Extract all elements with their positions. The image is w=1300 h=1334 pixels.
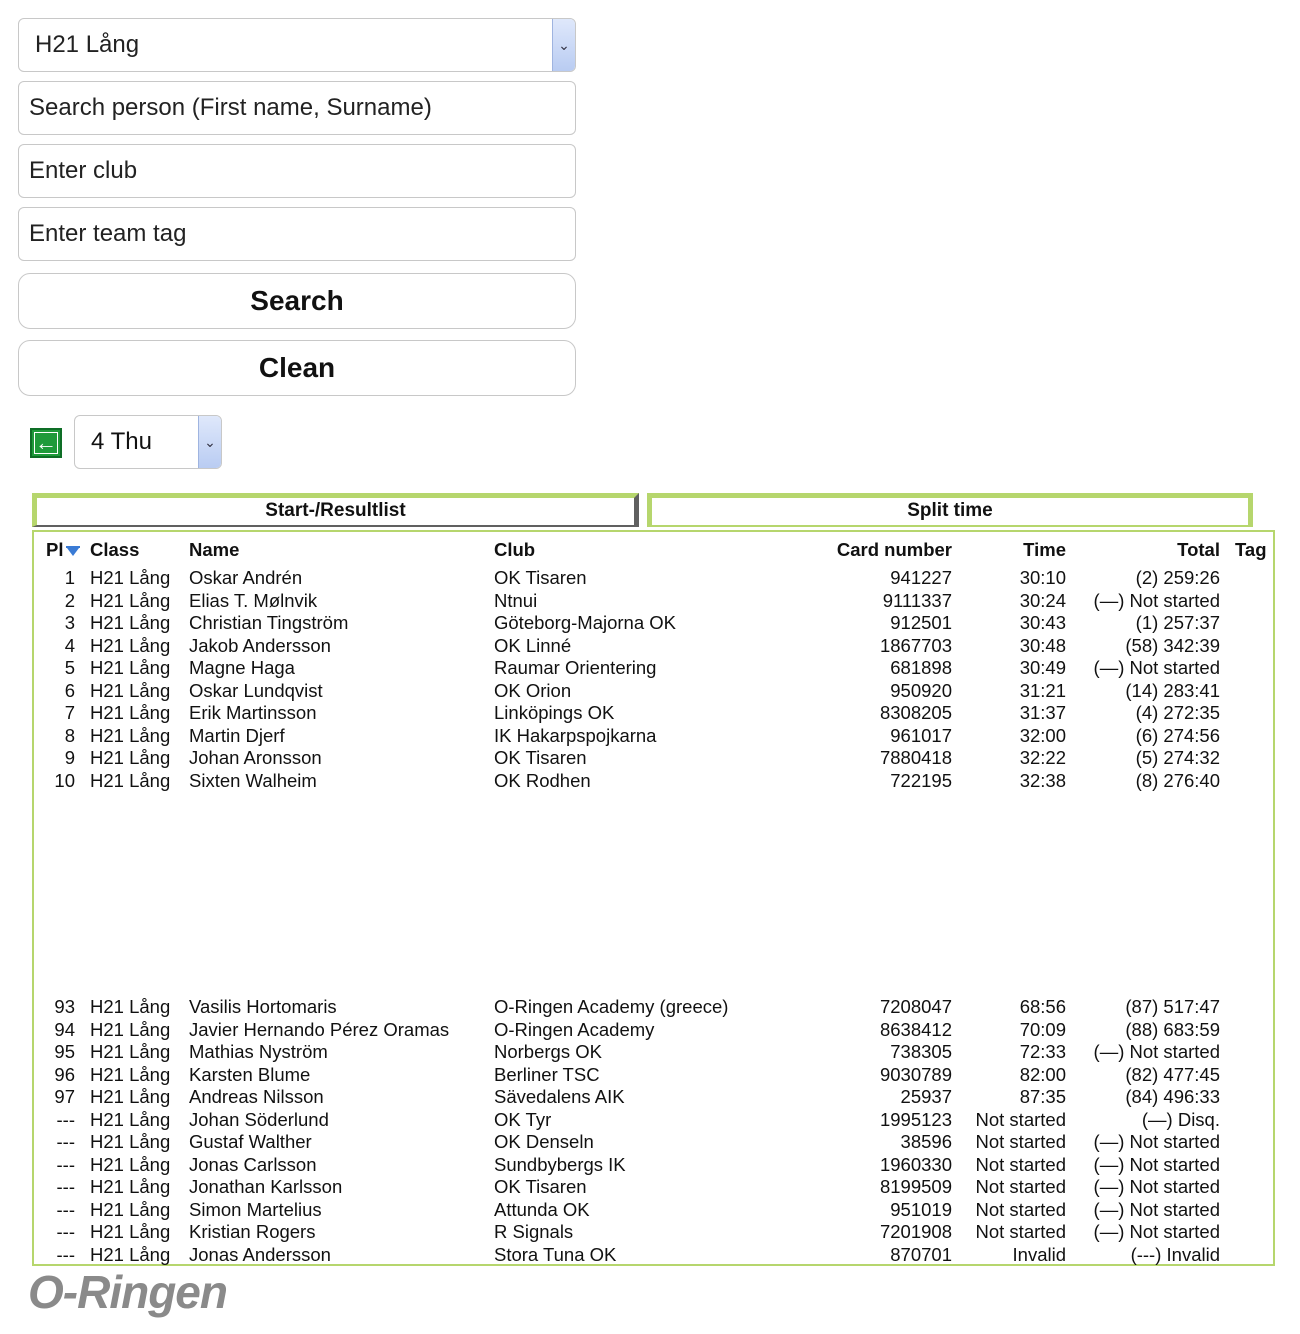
class-select[interactable] bbox=[18, 18, 576, 72]
cell-time: 30:24 bbox=[1019, 589, 1066, 611]
back-arrow-icon[interactable]: ← bbox=[30, 428, 62, 458]
cell-time: 82:00 bbox=[1019, 1063, 1066, 1085]
cell-class: H21 Lång bbox=[90, 1086, 171, 1107]
column-header-total[interactable]: Total bbox=[1177, 539, 1220, 560]
cell-place: 4 bbox=[64, 634, 75, 656]
cell-time: 30:49 bbox=[1019, 657, 1066, 678]
cell-class: H21 Lång bbox=[90, 1063, 171, 1085]
cell-card-number: 951019 bbox=[890, 1198, 952, 1220]
column-header-club[interactable]: Club bbox=[494, 539, 536, 560]
cell-card-number: 8308205 bbox=[879, 702, 952, 723]
cell-total: (—) Not started bbox=[1093, 589, 1220, 611]
cell-name: Sixten Walheim bbox=[189, 769, 317, 791]
cell-class: H21 Lång bbox=[90, 567, 171, 588]
cell-card-number: 7880418 bbox=[879, 747, 952, 768]
cell-class: H21 Lång bbox=[90, 1041, 171, 1062]
cell-place: --- bbox=[56, 1131, 75, 1152]
cell-name: Vasilis Hortomaris bbox=[189, 996, 337, 1017]
cell-time: 31:21 bbox=[1019, 679, 1066, 701]
search-person-input[interactable] bbox=[18, 81, 576, 135]
cell-time: 30:43 bbox=[1019, 612, 1066, 633]
cell-club: O-Ringen Academy bbox=[494, 1018, 655, 1040]
cell-card-number: 38596 bbox=[900, 1131, 952, 1152]
cell-club: Sävedalens AIK bbox=[494, 1086, 625, 1107]
cell-name: Erik Martinsson bbox=[189, 702, 317, 723]
cell-class: H21 Lång bbox=[90, 702, 171, 723]
cell-club: OK Denseln bbox=[494, 1131, 594, 1152]
cell-total: (87) 517:47 bbox=[1125, 996, 1220, 1017]
class-select-value: H21 Lång bbox=[35, 31, 140, 58]
column-header-name[interactable]: Name bbox=[189, 539, 240, 560]
cell-total: (5) 274:32 bbox=[1135, 747, 1220, 768]
cell-total: (88) 683:59 bbox=[1125, 1018, 1220, 1040]
cell-place: 97 bbox=[54, 1086, 75, 1107]
cell-club: OK Tyr bbox=[494, 1108, 552, 1130]
cell-time: Not started bbox=[975, 1131, 1066, 1152]
cell-club: O-Ringen Academy (greece) bbox=[494, 996, 729, 1017]
day-select-value: 4 Thu bbox=[91, 428, 152, 455]
tab-start-resultlist[interactable]: Start-/Resultlist bbox=[32, 493, 639, 527]
cell-total: (2) 259:26 bbox=[1135, 567, 1220, 588]
cell-card-number: 9111337 bbox=[882, 589, 952, 611]
cell-place: 3 bbox=[64, 612, 75, 633]
cell-club: OK Tisaren bbox=[494, 747, 587, 768]
cell-place: --- bbox=[56, 1198, 75, 1220]
cell-class: H21 Lång bbox=[90, 1018, 171, 1040]
cell-total: (—) Disq. bbox=[1141, 1108, 1220, 1130]
cell-club: OK Rodhen bbox=[494, 769, 591, 791]
cell-club: OK Tisaren bbox=[494, 1176, 587, 1197]
pl-header-label: Pl bbox=[46, 539, 64, 560]
cell-place: 94 bbox=[54, 1018, 75, 1040]
cell-time: Not started bbox=[975, 1221, 1066, 1242]
cell-class: H21 Lång bbox=[90, 1198, 171, 1220]
cell-total: (—) Not started bbox=[1093, 1176, 1220, 1197]
cell-time: Invalid bbox=[1012, 1243, 1066, 1265]
cell-class: H21 Lång bbox=[90, 679, 171, 701]
cell-class: H21 Lång bbox=[90, 1176, 171, 1197]
cell-class: H21 Lång bbox=[90, 657, 171, 678]
cell-time: Not started bbox=[975, 1108, 1066, 1130]
column-header-time[interactable]: Time bbox=[1023, 539, 1066, 560]
cell-club: Sundbybergs IK bbox=[494, 1153, 626, 1175]
cell-class: H21 Lång bbox=[90, 1221, 171, 1242]
o-ringen-logo: O-Ringen bbox=[28, 1266, 227, 1318]
cell-card-number: 8199509 bbox=[879, 1176, 952, 1197]
cell-name: Jonas Andersson bbox=[189, 1243, 331, 1265]
cell-total: (---) Invalid bbox=[1130, 1243, 1220, 1265]
cell-class: H21 Lång bbox=[90, 996, 171, 1017]
cell-name: Oskar Andrén bbox=[189, 567, 303, 588]
cell-name: Jonas Carlsson bbox=[189, 1153, 317, 1175]
cell-club: Raumar Orientering bbox=[494, 657, 657, 678]
sort-down-icon[interactable] bbox=[65, 545, 81, 557]
cell-place: 95 bbox=[54, 1041, 75, 1062]
cell-place: 7 bbox=[64, 702, 75, 723]
cell-name: Jonathan Karlsson bbox=[189, 1176, 343, 1197]
cell-card-number: 950920 bbox=[890, 679, 952, 701]
cell-club: OK Linné bbox=[494, 634, 572, 656]
cell-class: H21 Lång bbox=[90, 1108, 171, 1130]
cell-place: 1 bbox=[64, 567, 75, 588]
cell-name: Karsten Blume bbox=[189, 1063, 311, 1085]
cell-time: 32:00 bbox=[1019, 724, 1066, 746]
cell-class: H21 Lång bbox=[90, 724, 171, 746]
cell-club: Stora Tuna OK bbox=[494, 1243, 617, 1265]
cell-club: OK Orion bbox=[494, 679, 572, 701]
cell-place: 8 bbox=[64, 724, 75, 746]
cell-name: Jakob Andersson bbox=[189, 634, 331, 656]
cell-total: (82) 477:45 bbox=[1125, 1063, 1220, 1085]
cell-name: Javier Hernando Pérez Oramas bbox=[189, 1018, 450, 1040]
cell-time: 68:56 bbox=[1019, 996, 1066, 1017]
cell-time: 72:33 bbox=[1019, 1041, 1066, 1062]
cell-card-number: 7201908 bbox=[879, 1221, 952, 1242]
cell-total: (—) Not started bbox=[1093, 1198, 1220, 1220]
cell-class: H21 Lång bbox=[90, 747, 171, 768]
cell-place: 10 bbox=[54, 769, 75, 791]
column-header-class[interactable]: Class bbox=[90, 539, 140, 560]
cell-place: --- bbox=[56, 1176, 75, 1197]
cell-time: Not started bbox=[975, 1198, 1066, 1220]
column-header-pl[interactable] bbox=[46, 539, 81, 561]
cell-total: (—) Not started bbox=[1093, 1221, 1220, 1242]
cell-card-number: 8638412 bbox=[879, 1018, 952, 1040]
cell-total: (4) 272:35 bbox=[1135, 702, 1220, 723]
cell-card-number: 961017 bbox=[890, 724, 952, 746]
cell-place: 9 bbox=[64, 747, 75, 768]
cell-name: Johan Aronsson bbox=[189, 747, 322, 768]
cell-place: 2 bbox=[64, 589, 75, 611]
day-select[interactable] bbox=[74, 415, 222, 469]
cell-name: Kristian Rogers bbox=[189, 1221, 316, 1242]
chevron-down-icon[interactable]: ⌄ bbox=[198, 416, 221, 468]
cell-club: OK Tisaren bbox=[494, 567, 587, 588]
cell-card-number: 681898 bbox=[890, 657, 952, 678]
search-button[interactable]: Search bbox=[18, 273, 576, 329]
cell-class: H21 Lång bbox=[90, 589, 171, 611]
cell-club: Ntnui bbox=[494, 589, 538, 611]
cell-name: Gustaf Walther bbox=[189, 1131, 312, 1152]
cell-place: 93 bbox=[54, 996, 75, 1017]
cell-club: R Signals bbox=[494, 1221, 574, 1242]
cell-card-number: 870701 bbox=[890, 1243, 952, 1265]
team-tag-input[interactable] bbox=[18, 207, 576, 261]
cell-card-number: 912501 bbox=[890, 612, 952, 633]
cell-total: (—) Not started bbox=[1093, 1153, 1220, 1175]
cell-place: 5 bbox=[64, 657, 75, 678]
cell-time: 87:35 bbox=[1019, 1086, 1066, 1107]
cell-name: Johan Söderlund bbox=[189, 1108, 329, 1130]
cell-card-number: 7208047 bbox=[879, 996, 952, 1017]
cell-class: H21 Lång bbox=[90, 1243, 171, 1265]
cell-place: 6 bbox=[64, 679, 75, 701]
cell-class: H21 Lång bbox=[90, 1131, 171, 1152]
cell-class: H21 Lång bbox=[90, 612, 171, 633]
chevron-down-icon[interactable]: ⌄ bbox=[552, 19, 575, 71]
cell-club: Linköpings OK bbox=[494, 702, 615, 723]
cell-club: Norbergs OK bbox=[494, 1041, 602, 1062]
cell-total: (8) 276:40 bbox=[1135, 769, 1220, 791]
cell-name: Christian Tingström bbox=[189, 612, 349, 633]
cell-card-number: 722195 bbox=[890, 769, 952, 791]
cell-name: Simon Martelius bbox=[189, 1198, 322, 1220]
cell-total: (—) Not started bbox=[1093, 657, 1220, 678]
cell-total: (58) 342:39 bbox=[1125, 634, 1220, 656]
cell-place: --- bbox=[56, 1108, 75, 1130]
cell-time: 70:09 bbox=[1019, 1018, 1066, 1040]
cell-time: 30:48 bbox=[1019, 634, 1066, 656]
cell-card-number: 25937 bbox=[900, 1086, 952, 1107]
cell-total: (1) 257:37 bbox=[1135, 612, 1220, 633]
cell-name: Martin Djerf bbox=[189, 724, 285, 746]
cell-card-number: 738305 bbox=[890, 1041, 952, 1062]
cell-class: H21 Lång bbox=[90, 769, 171, 791]
tab-split-time[interactable]: Split time bbox=[647, 493, 1253, 527]
cell-name: Elias T. Mølnvik bbox=[189, 589, 318, 611]
cell-card-number: 1995123 bbox=[879, 1108, 952, 1130]
cell-card-number: 9030789 bbox=[879, 1063, 952, 1085]
cell-club: Berliner TSC bbox=[494, 1063, 600, 1085]
cell-time: 31:37 bbox=[1019, 702, 1066, 723]
cell-total: (—) Not started bbox=[1093, 1131, 1220, 1152]
cell-total: (14) 283:41 bbox=[1125, 679, 1220, 701]
cell-place: --- bbox=[56, 1153, 75, 1175]
cell-club: Göteborg-Majorna OK bbox=[494, 612, 677, 633]
cell-class: H21 Lång bbox=[90, 634, 171, 656]
column-header-card-number[interactable]: Card number bbox=[836, 539, 952, 560]
cell-club: Attunda OK bbox=[494, 1198, 590, 1220]
cell-total: (—) Not started bbox=[1093, 1041, 1220, 1062]
cell-total: (6) 274:56 bbox=[1135, 724, 1220, 746]
cell-total: (84) 496:33 bbox=[1125, 1086, 1220, 1107]
cell-card-number: 1960330 bbox=[879, 1153, 952, 1175]
clean-button[interactable]: Clean bbox=[18, 340, 576, 396]
cell-time: 32:22 bbox=[1019, 747, 1066, 768]
cell-card-number: 1867703 bbox=[879, 634, 952, 656]
cell-name: Andreas Nilsson bbox=[189, 1086, 324, 1107]
cell-place: --- bbox=[56, 1243, 75, 1265]
cell-time: Not started bbox=[975, 1153, 1066, 1175]
cell-name: Mathias Nyström bbox=[189, 1041, 328, 1062]
cell-class: H21 Lång bbox=[90, 1153, 171, 1175]
cell-time: 30:10 bbox=[1019, 567, 1066, 588]
cell-card-number: 941227 bbox=[890, 567, 952, 588]
cell-name: Oskar Lundqvist bbox=[189, 679, 323, 701]
cell-time: 32:38 bbox=[1019, 769, 1066, 791]
column-header-tag[interactable]: Tag bbox=[1235, 539, 1267, 560]
cell-name: Magne Haga bbox=[189, 657, 295, 678]
cell-time: Not started bbox=[975, 1176, 1066, 1197]
cell-club: IK Hakarpspojkarna bbox=[494, 724, 657, 746]
club-input[interactable] bbox=[18, 144, 576, 198]
cell-place: 96 bbox=[54, 1063, 75, 1085]
cell-place: --- bbox=[56, 1221, 75, 1242]
